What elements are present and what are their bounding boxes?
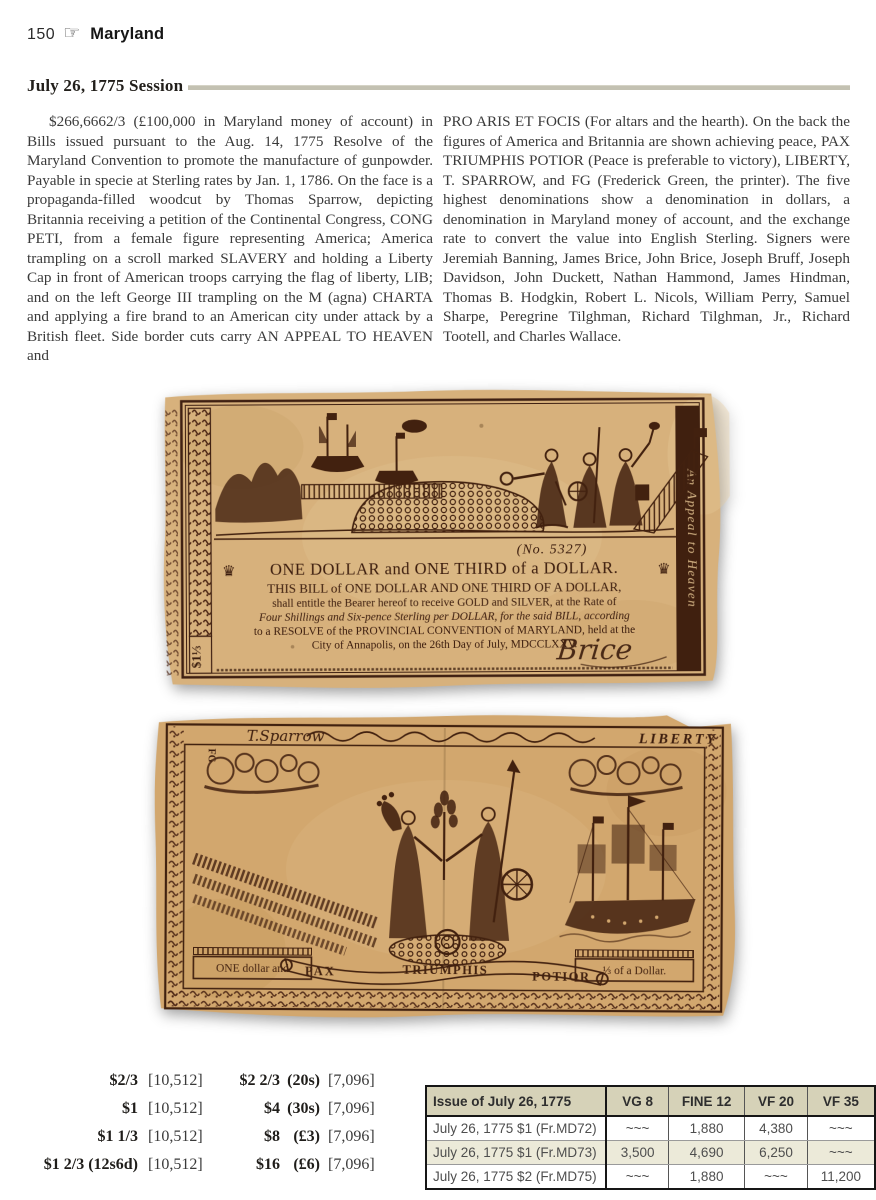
note-line: THIS BILL of ONE DOLLAR AND ONE THIRD OF A DOLLAR, [267,579,622,596]
denomination-label: $4 [264,1100,280,1117]
motto-word: POTIOR [532,969,591,984]
price-cell: 4,690 [668,1141,744,1165]
article-column-left [27,112,433,366]
denomination-quantity: [7,096] [328,1128,375,1145]
note-line: shall entitle the Bearer hereof to receive GOLD and SILVER, at the Rate of [272,596,617,610]
page-header [27,22,164,45]
denomination-sub: (30s) [287,1100,320,1117]
motto-word: PAX [304,964,336,979]
denomination-quantity: [10,512] [148,1072,203,1089]
crown-icon: ♛ [222,564,236,581]
price-cell: ~~~ [606,1116,668,1141]
printer-initials: FG [205,748,217,763]
section-heading: July 26, 1775 Session [27,76,184,95]
paragraph: $266,6662/3 (£100,000 in Maryland money of account) in Bills issued pursuant to the Aug. 14, 1775 Resolve of the Maryland Convention to promote the manufacture of gunpowder. Payable in specie at Sterling rates by Jan. 1, 1786. On the face is a propaganda-filled woodcut by Thomas Sparrow, depicting Britannia receiving a petition of the Continental Congress, CONG PETI, from a female figure representing America; America trampling on a scroll marked SLAVERY and holding a Liberty Cap in front of American troops carrying the flag of liberty, LIB; and on the left George III trampling on the M (agna) CHARTA and applying a fire brand to an American city under attack by a British fleet. Side border cuts carry AN APPEAL TO HEAVEN and [27,113,433,364]
denomination-label: $2 2/3 [239,1072,280,1089]
article-column-right [443,112,850,346]
crown-icon: ♛ [657,561,671,578]
note-title: ONE DOLLAR and ONE THIRD of a DOLLAR. [270,558,619,579]
price-cell: 3,500 [606,1141,668,1165]
price-cell: 1,880 [668,1165,744,1190]
signature: Brice [555,633,634,667]
denomination-label: $1 [122,1100,138,1117]
denomination-quantity: [10,512] [148,1128,203,1145]
column-header-vf20: VF 20 [745,1086,808,1116]
price-cell: 6,250 [745,1141,808,1165]
denomination-text-right: ⅓ of a Dollar. [602,964,667,978]
price-table-title: Issue of July 26, 1775 [426,1086,606,1116]
banknote-face-image [151,384,731,697]
denomination-text-left: ONE dollar and [215,962,289,976]
heading-rule [188,85,850,90]
price-row-label: July 26, 1775 $2 (Fr.MD75) [426,1165,606,1190]
denomination-quantity: [10,512] [148,1100,203,1117]
liberty-label: LIBERTY [638,731,718,748]
denomination-label: $16 [256,1156,280,1173]
denomination-border-label: $1⅓ [188,645,204,669]
serial-number: (No. 5327) [516,542,588,558]
note-line: Four Shillings and Six-pence Sterling per DOLLAR, for the said BILL, according [259,610,630,624]
flag-icon [694,429,706,437]
manicule-icon: ☞ [63,23,81,44]
paragraph: PRO ARIS ET FOCIS (For altars and the hearth). On the back the figures of America and Britannia are shown achieving peace, PAX TRIUMPHIS POTIOR (Peace is preferable to victory), LIBERTY, T. SPARROW, and FG (Frederick Green, the printer). The five highest denominations show a denomination in dollars, a denomination in Maryland money of account, and the exchange rate to convert the value into English Sterling. Signers were Jeremiah Banning, James Brice, John Brice, Joseph Bruff, Joseph Davidson, John Duckett, Nathan Hammond, James Hindman, Thomas B. Hodgkin, Robert L. Nicols, William Perry, Samuel Sharpe, Peregrine Tilghman, Richard Tilghman, Jr., Richard Tootell, and Charles Wallace. [443,113,850,345]
motto-word: TRIUMPHIS [402,962,489,978]
denomination-quantity: [7,096] [328,1072,375,1089]
outer-ornament-strip [165,407,178,675]
right-border-ornament [675,406,700,671]
price-cell: ~~~ [807,1141,875,1165]
denomination-sub: (20s) [287,1072,320,1089]
page-title: Maryland [90,25,165,43]
note-line: City of Annapolis, on the 26th Day of July, MDCCLXXV. [311,638,578,652]
appeal-border-label: An Appeal to Heaven [684,469,701,609]
column-header-vf35: VF 35 [807,1086,875,1116]
price-cell: ~~~ [606,1165,668,1190]
price-row-label: July 26, 1775 $1 (Fr.MD73) [426,1141,606,1165]
price-cell: 11,200 [807,1165,875,1190]
note-line: to a RESOLVE of the PROVINCIAL CONVENTION of MARYLAND, held at the [253,623,636,638]
denomination-sub: (£6) [293,1156,320,1173]
left-border-ornament [187,408,211,673]
denomination-sub: (£3) [293,1128,320,1145]
denomination-quantity: [7,096] [328,1100,375,1117]
denomination-label: $2/3 [109,1072,138,1089]
price-cell: ~~~ [807,1116,875,1141]
column-header-fine12: FINE 12 [668,1086,744,1116]
denomination-label: $1 1/3 [97,1128,138,1145]
price-cell: 1,880 [668,1116,744,1141]
price-cell: ~~~ [745,1165,808,1190]
column-header-vg8: VG 8 [606,1086,668,1116]
price-row [426,1116,875,1141]
denomination-label: $1 2/3 (12s6d) [43,1156,138,1173]
price-table-header-row [426,1086,875,1116]
price-row-label: July 26, 1775 $1 (Fr.MD72) [426,1116,606,1141]
price-table [425,1085,876,1190]
price-row [426,1141,875,1165]
price-row [426,1165,875,1190]
price-cell: 4,380 [745,1116,808,1141]
page-number: 150 [27,26,56,43]
engraver-signature: T.Sparrow [246,726,325,746]
base-mound [389,935,505,966]
denomination-quantity: [10,512] [148,1156,203,1173]
denomination-label: $8 [264,1128,280,1145]
banknote-back-image [145,708,743,1027]
denomination-quantity: [7,096] [328,1156,375,1173]
